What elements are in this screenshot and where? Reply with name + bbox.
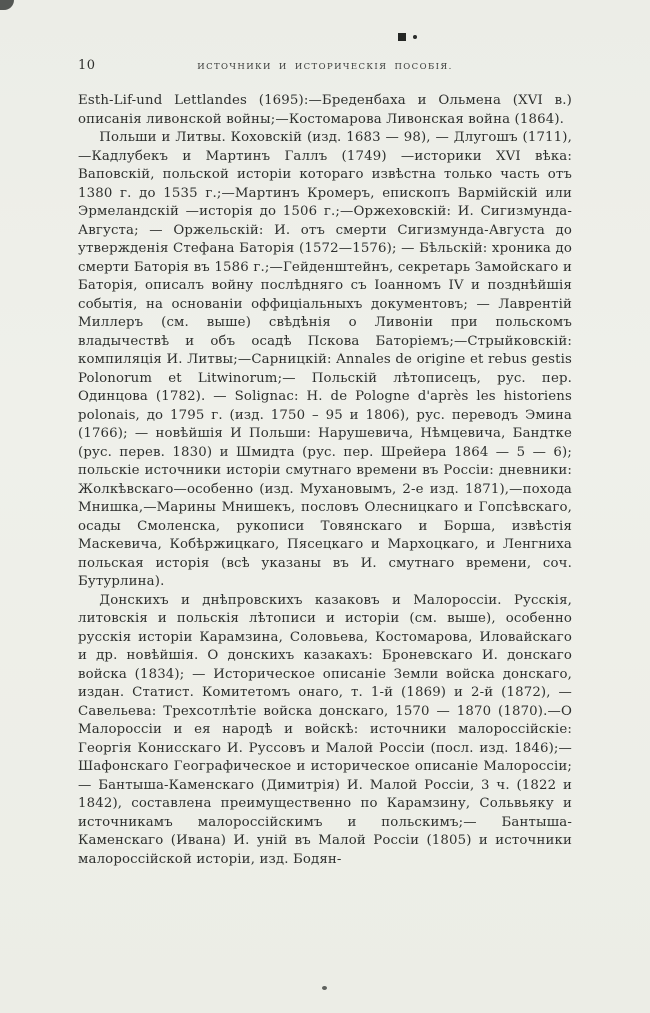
running-head: [78, 58, 572, 76]
paragraph-cossacks-malorossia: Донскихъ и днѣпровскихъ казаковъ и Малороссіи. Русскія, литовскія и польскія лѣтописи и исторіи (см. выше), особенно русскія исторіи Карамзина, Соловьева, Костомарова, Иловайскаго и др. новѣйшія. О донскихъ казакахъ: Броневскаго И. донскаго войска (1834); — Историческое описаніе Земли войска донскаго, издан. Статист. Комитетомъ онаго, т. 1-й (1869) и 2-й (1872), — Савельева: Трехсотлѣтіе войска донскаго, 1570 — 1870 (1870).—О Малороссіи и ея народѣ и войскѣ: источники малороссійскіе: Георгія Конисскаго И. Руссовъ и Малой Россіи (посл. изд. 1846);—Шафонскаго Географическое и историческое описаніе Малороссіи; — Бантыша-Каменскаго (Димитрія) И. Малой Россіи, 3 ч. (1822 и 1842), составлена преимущественно по Карамзину, Сольвьяку и источникамъ малороссійскимъ и польскимъ;— Бантыша-Каменскаго (Ивана) И. уній въ Малой Россіи (1805) и источники малороссійской исторіи, изд. Бодян-: [78, 592, 572, 867]
ink-marks-top-right: [398, 30, 417, 44]
ink-mark-bottom: [322, 986, 327, 990]
page-body: [78, 92, 572, 869]
paragraph-poland-lithuania: Польши и Литвы. Коховскій (изд. 1683 — 98), — Длугошъ (1711),—Кадлубекъ и Мартинъ Галлъ (1749) —историки XVI вѣка: Ваповскій, польской исторіи котораго извѣстна только часть отъ 1380 г. до 1535 г.;—Мартинъ Кромеръ, епископъ Вармійскій или Эрмеландскій —исторія до 1506 г.;—Оржеховскій: И. Сигизмунда-Августа; — Оржельскій: И. отъ смерти Сигизмунда-Августа до утвержденія Стефана Баторія (1572—1576); — Бѣльскій: хроника до смерти Баторія въ 1586 г.;—Гейденштейнъ, секретарь Замойскаго и Баторія, описалъ войну послѣдняго съ Іоанномъ IV и позднѣйшія событія, на основаніи оффиціальныхъ документовъ; — Лаврентій Миллеръ (см. выше) свѣдѣнія о Ливоніи при польскомъ владычествѣ и объ осадѣ Пскова Баторіемъ;—Стрыйковскій: компиляція И. Литвы;—Сарницкій: Annales de origine et rebus gestis Polonorum et Litwinorum;— Польскій лѣтописецъ, рус. пер. Одинцова (1782). — Solignac: H. de Pologne d'après les historiens polonais, до 1795 г. (изд. 1750 – 95 и 1806), рус. переводъ Эмина (1766); — новѣйшія И Польши: Нарушевича, Нѣмцевича, Бандтке (рус. перев. 1830) и Шмидта (рус. пер. Шрейера 1864 — 5 — 6); польскіе источники исторіи смутнаго времени въ Россіи: дневники: Жолкѣвскаго—особенно (изд. Мухановымъ, 2-е изд. 1871),—похода Мнишка,—Марины Мнишекъ, пословъ Олесницкаго и Гопсѣвскаго, осады Смоленска, рукописи Товянскаго и Борша, извѣстія Маскевича, Кобѣржицкаго, Пясецкаго и Мархоцкаго, и Ленгниха польская исторія (всѣ указаны въ И. смутнаго времени, соч. Бутурлина).: [78, 130, 572, 589]
paragraph-continuation: Esth-Lif-und Lettlandes (1695):—Бреденбаха и Ольмена (XVI в.) описанія ливонской войны;—Костомарова Ливонская война (1864).: [78, 93, 572, 127]
ink-square-mark: [398, 33, 406, 41]
page-number: 10: [78, 58, 96, 73]
ink-dot-mark: [413, 35, 417, 39]
ink-mark-top-left: [0, 0, 14, 10]
running-header-title: ИСТОЧНИКИ И ИСТОРИЧЕСКІЯ ПОСОБІЯ.: [197, 62, 453, 72]
